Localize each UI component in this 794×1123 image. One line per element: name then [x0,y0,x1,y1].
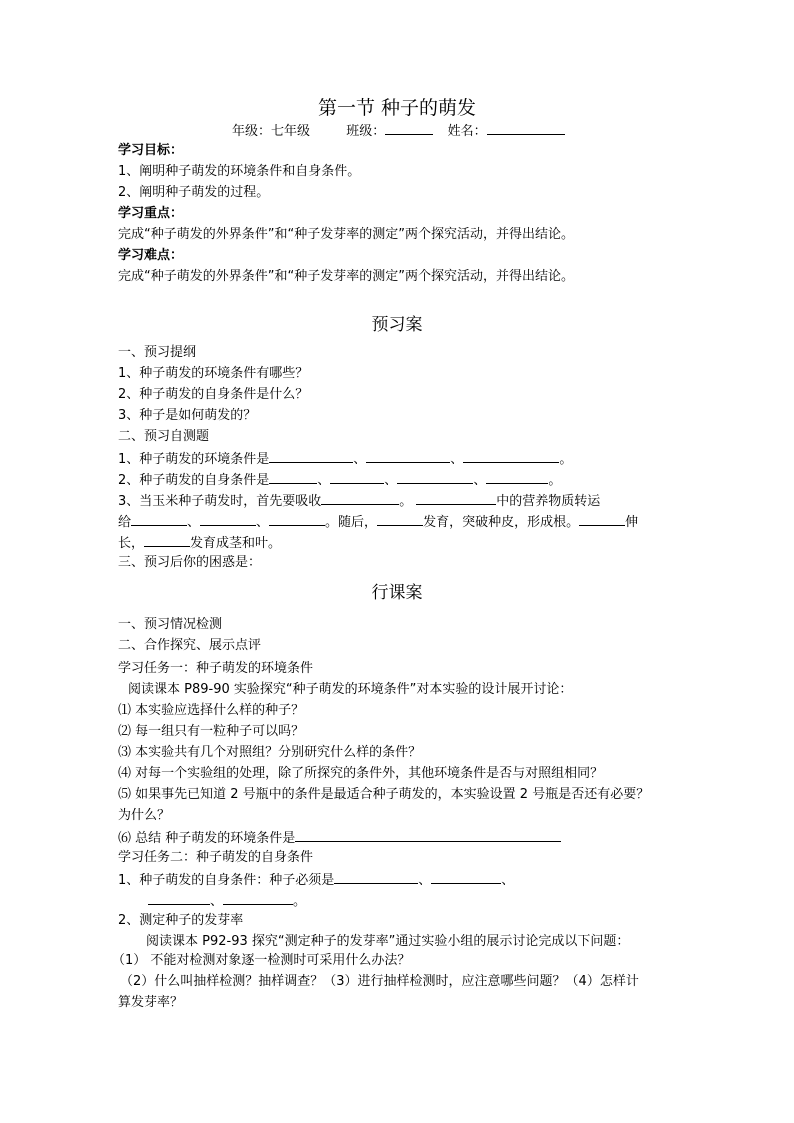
task1-why: 为什么？ [118,808,171,823]
confusion-prompt: 三、预习后你的困惑是： [118,555,262,570]
sep: 。 [548,473,562,488]
grade-label: 年级：七年级 [232,124,311,139]
q3-text: 给 [118,515,132,530]
outline-heading: 一、预习提纲 [118,345,197,360]
difficulties-heading: 学习难点： [118,248,184,263]
q3-text: 3、当玉米种子萌发时，首先要吸收 [118,494,322,509]
q3-text: 。随后， [325,515,378,530]
sep: 。 [559,452,573,467]
sep: 、 [317,473,331,488]
selftest-q3-line1 [118,491,600,511]
task1-question: ⑶ 本实验共有几个对照组？分别研究什么样的条件？ [118,745,422,760]
q1-text: 1、种子萌发的环境条件是 [118,452,270,467]
goal-item: 2、阐明种子萌发的过程。 [118,185,270,200]
selftest-q3-line3 [118,533,281,553]
blank[interactable] [269,449,353,463]
sep: 、 [473,473,487,488]
blank[interactable] [377,512,423,526]
blank[interactable] [321,491,399,505]
goals-heading: 学习目标： [118,143,184,158]
q3-text: 发育，突破种皮，形成根。 [423,515,580,530]
sep: 、 [450,452,464,467]
key-points-text: 完成“种子萌发的外界条件”和“种子发芽率的测定”两个探究活动，并得出结论。 [118,227,574,242]
blank[interactable] [148,891,210,905]
preview-title: 预习案 [371,315,423,335]
outline-item: 1、种子萌发的环境条件有哪些？ [118,366,309,381]
blank[interactable] [295,828,561,842]
outline-item: 2、种子萌发的自身条件是什么？ [118,387,309,402]
outline-item: 3、种子是如何萌发的？ [118,408,257,423]
task2-heading: 学习任务二：种子萌发的自身条件 [118,850,314,865]
sep: 、 [501,873,515,888]
rate-question-cont: 算发芽率？ [118,995,184,1010]
sep: 、 [353,452,367,467]
page-title: 第一节 种子的萌发 [317,97,477,119]
task2-self-condition-cont [148,891,306,911]
blank[interactable] [269,512,325,526]
task1-question: ⑸ 如果事先已知道 2 号瓶中的条件是最适合种子萌发的，本实验设置 2 号瓶是否还有必要？ [118,787,650,802]
self-cond-text: 1、种子萌发的自身条件：种子必须是 [118,873,335,888]
blank[interactable] [579,512,625,526]
selftest-q2 [118,470,561,490]
name-field[interactable] [487,121,565,135]
q3-text: 伸 [625,515,639,530]
blank[interactable] [397,470,473,484]
q2-text: 2、种子萌发的自身条件是 [118,473,270,488]
blank[interactable] [486,470,548,484]
summary-text: ⑹ 总结 种子萌发的环境条件是 [118,831,296,846]
class-field[interactable] [385,121,433,135]
name-label: 姓名： [447,124,487,139]
sep: 、 [210,894,224,909]
selftest-q1 [118,449,572,469]
blank[interactable] [200,512,256,526]
task1-question: ⑴ 本实验应选择什么样的种子？ [118,703,305,718]
task1-reading: 阅读课本 P89-90 实验探究“种子萌发的环境条件”对本实验的设计展开讨论： [128,682,573,697]
blank[interactable] [269,470,317,484]
rate-question: （1） 不能对检测对象逐一检测时可采用什么办法？ [112,953,411,968]
q3-text: 发育成茎和叶。 [190,536,282,551]
rate-reading: 阅读课本 P92-93 探究“测定种子的发芽率”通过实验小组的展示讨论完成以下问题： [146,934,630,949]
blank[interactable] [431,870,501,884]
selftest-q3-line2 [118,512,638,532]
task1-question: ⑷ 对每一个实验组的处理，除了所探究的条件外，其他环境条件是否与对照组相同？ [118,766,604,781]
selftest-heading: 二、预习自测题 [118,429,210,444]
lesson-title: 行课案 [371,583,423,603]
rate-question: （2）什么叫抽样检测？抽样调查？（3）进行抽样检测时，应注意哪些问题？（4）怎样计 [120,974,639,989]
blank[interactable] [463,449,559,463]
key-points-heading: 学习重点： [118,206,184,221]
lesson-s1: 一、预习情况检测 [118,617,223,632]
rate-heading: 2、测定种子的发芽率 [118,913,244,928]
difficulties-text: 完成“种子萌发的外界条件”和“种子发芽率的测定”两个探究活动，并得出结论。 [118,269,574,284]
blank[interactable] [131,512,187,526]
student-info-line [232,121,565,141]
blank[interactable] [144,533,190,547]
goal-item: 1、阐明种子萌发的环境条件和自身条件。 [118,164,361,179]
task1-heading: 学习任务一：种子萌发的环境条件 [118,661,314,676]
sep: 、 [384,473,398,488]
q3-text: 长， [118,536,145,551]
blank[interactable] [334,870,418,884]
sep: 、 [418,873,432,888]
task1-question: ⑵ 每一组只有一粒种子可以吗？ [118,724,305,739]
task2-self-condition [118,870,514,890]
sep: 、 [256,515,270,530]
blank[interactable] [416,491,496,505]
lesson-s2: 二、合作探究、展示点评 [118,638,262,653]
sep: 。 [293,894,307,909]
sep: 、 [187,515,201,530]
blank[interactable] [330,470,384,484]
class-label: 班级： [346,124,386,139]
sep: 。 [399,494,413,509]
blank[interactable] [223,891,293,905]
task1-summary [118,828,561,848]
q3-text: 中的营养物质转运 [496,494,601,509]
blank[interactable] [366,449,450,463]
